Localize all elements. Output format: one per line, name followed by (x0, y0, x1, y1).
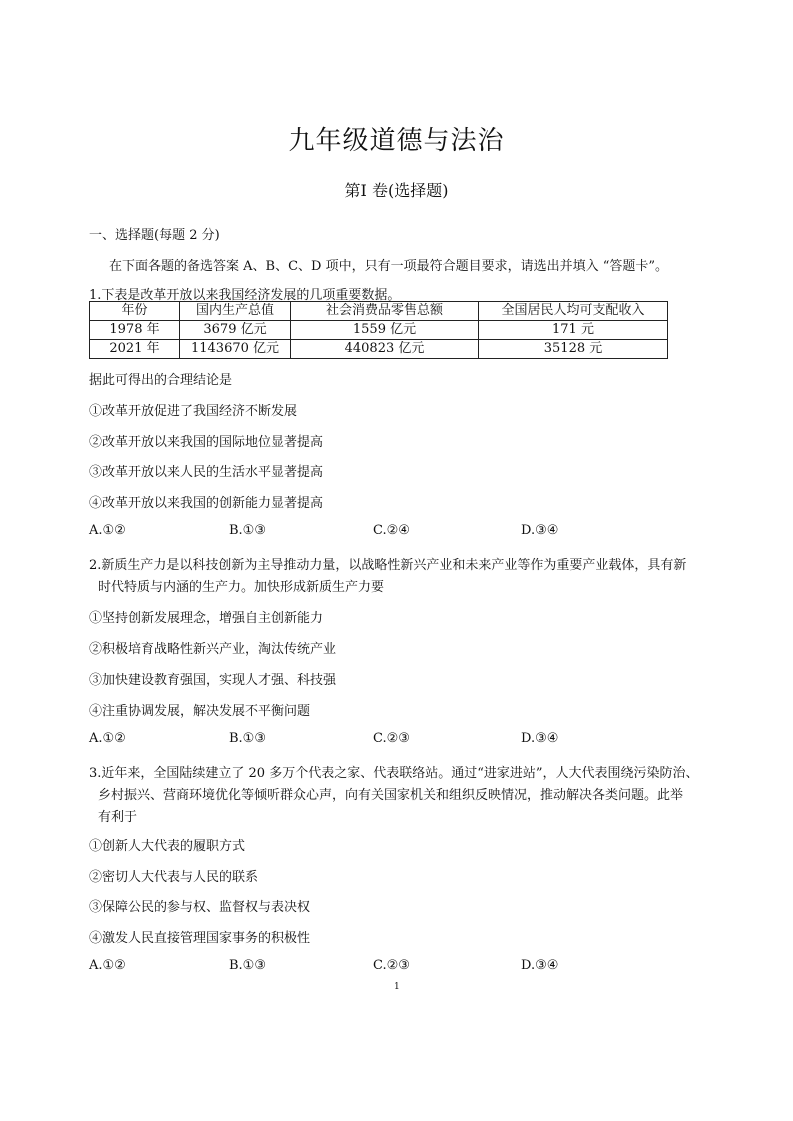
q3-stem-continued: 乡村振兴、营商环境优化等倾听群众心声，向有关国家机关和组织反映情况，推动解决各类问题。此举 (98, 788, 684, 803)
table-cell: 440823 亿元 (291, 340, 479, 359)
q3-option: ①创新人大代表的履职方式 (89, 839, 246, 854)
q3-choice-a: A.①② (89, 958, 126, 973)
table-cell: 3679 亿元 (180, 321, 291, 340)
q3-option: ③保障公民的参与权、监督权与表决权 (89, 900, 311, 915)
table-row (90, 321, 668, 340)
q2-option: ①坚持创新发展理念，增强自主创新能力 (89, 611, 324, 626)
page-number: 1 (394, 982, 400, 992)
q2-choice-b: B.①③ (229, 731, 266, 746)
q2-stem-continued: 时代特质与内涵的生产力。加快形成新质生产力要 (98, 580, 385, 595)
q3-option: ②密切人大代表与人民的联系 (89, 870, 259, 885)
q3-choice-b: B.①③ (229, 958, 266, 973)
table-header-cell: 国内生产总值 (180, 302, 291, 321)
q1-choice-b: B.①③ (229, 523, 266, 538)
instructions: 在下面各题的备选答案 A、B、C、D 项中，只有一项最符合题目要求，请选出并填入 “答题卡”。 (109, 259, 669, 274)
page-title: 九年级道德与法治 (288, 126, 505, 156)
table-cell: 171 元 (479, 321, 668, 340)
table-header-row (90, 302, 668, 321)
section-heading: 一、选择题(每题 2 分) (89, 228, 220, 243)
q1-prompt: 据此可得出的合理结论是 (89, 373, 233, 388)
table-header-cell: 社会消费品零售总额 (291, 302, 479, 321)
q2-option: ②积极培育战略性新兴产业，淘汰传统产业 (89, 642, 337, 657)
table-cell: 1143670 亿元 (180, 340, 291, 359)
q3-choice-d: D.③④ (521, 958, 559, 973)
q3-choice-c: C.②③ (373, 958, 410, 973)
q2-choice-a: A.①② (89, 731, 126, 746)
q3-option: ④激发人民直接管理国家事务的积极性 (89, 931, 311, 946)
q2-choice-d: D.③④ (521, 731, 559, 746)
q3-stem: 3.近年来，全国陆续建立了 20 多万个代表之家、代表联络站。通过“进家进站”，人大代表围绕污染防治、 (89, 766, 699, 781)
q1-choice-c: C.②④ (373, 523, 410, 538)
q1-option: ④改革开放以来我国的创新能力显著提高 (89, 496, 324, 511)
table-header-cell: 全国居民人均可支配收入 (479, 302, 668, 321)
table-cell: 1978 年 (90, 321, 180, 340)
q1-option: ③改革开放以来人民的生活水平显著提高 (89, 465, 324, 480)
q1-option: ②改革开放以来我国的国际地位显著提高 (89, 435, 324, 450)
table-row (90, 340, 668, 359)
q3-stem-continued: 有利于 (98, 810, 138, 825)
q1-stem: 1.下表是改革开放以来我国经济发展的几项重要数据。 (89, 288, 401, 303)
q2-option: ③加快建设教育强国，实现人才强、科技强 (89, 673, 337, 688)
q2-stem: 2.新质生产力是以科技创新为主导推动力量，以战略性新兴产业和未来产业等作为重要产业载体，具有新 (89, 558, 687, 573)
section-subtitle: 第Ⅰ 卷(选择题) (344, 181, 449, 200)
q1-choice-d: D.③④ (521, 523, 559, 538)
table-cell: 1559 亿元 (291, 321, 479, 340)
q2-choice-c: C.②③ (373, 731, 410, 746)
table-cell: 2021 年 (90, 340, 180, 359)
q1-option: ①改革开放促进了我国经济不断发展 (89, 404, 298, 419)
q1-data-table (89, 301, 668, 359)
table-cell: 35128 元 (479, 340, 668, 359)
q1-choice-a: A.①② (89, 523, 126, 538)
q2-option: ④注重协调发展，解决发展不平衡问题 (89, 704, 311, 719)
table-header-cell: 年份 (90, 302, 180, 321)
